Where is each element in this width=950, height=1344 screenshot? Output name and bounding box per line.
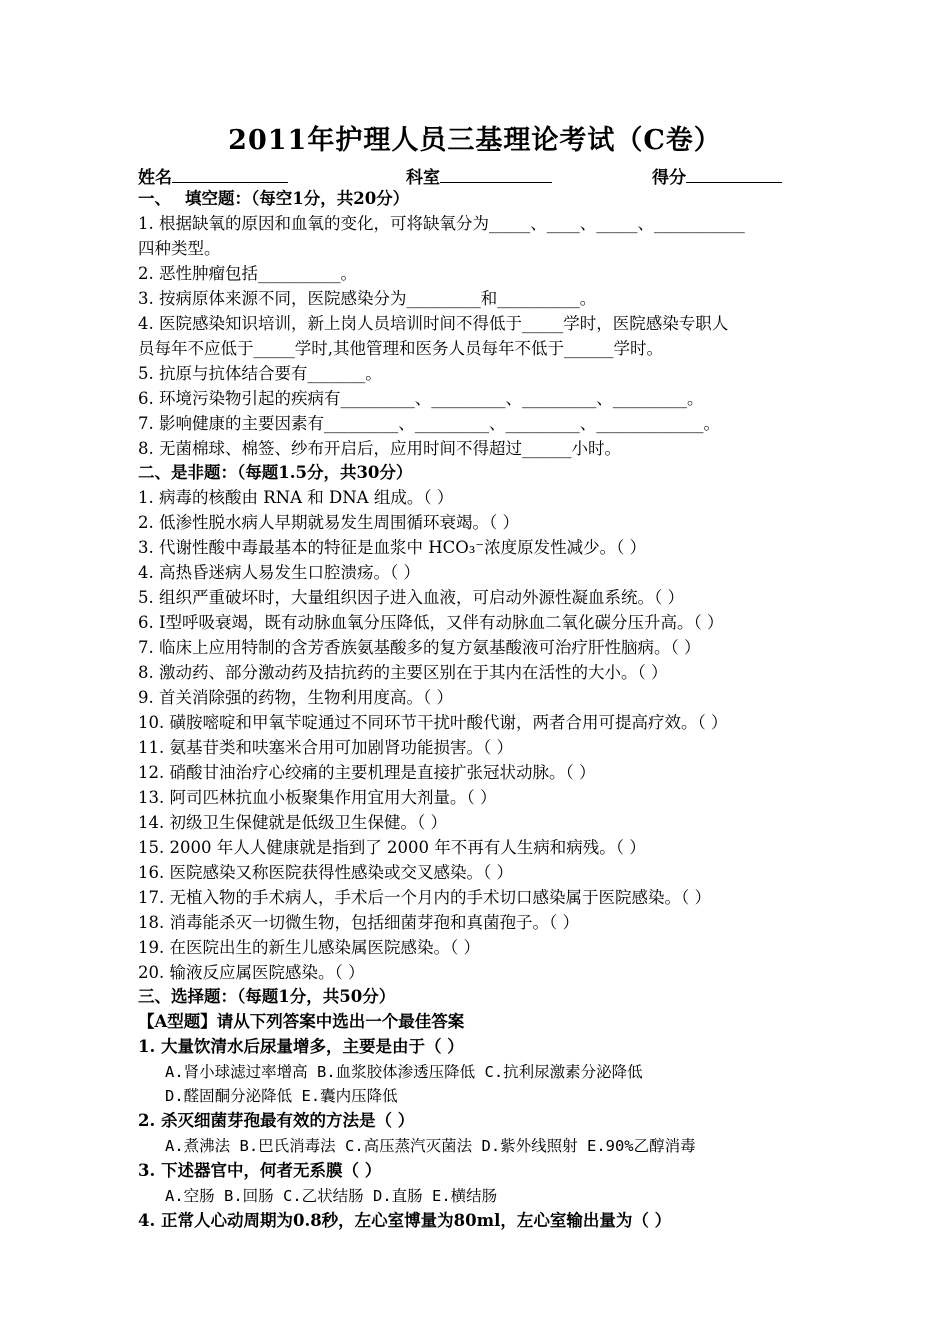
judge-item: 6. I型呼吸衰竭，既有动脉血氧分压降低，又伴有动脉血二氧化碳分压升高。（ ） <box>138 613 724 632</box>
fill-item: 6. 环境污染物引起的疾病有_________、_________、_________、_________。 <box>138 389 704 408</box>
name-blank[interactable] <box>172 164 288 183</box>
judge-item: 12. 硝酸甘油治疗心绞痛的主要机理是直接扩张冠状动脉。（ ） <box>138 763 596 782</box>
judge-item: 1. 病毒的核酸由 RNA 和 DNA 组成。（ ） <box>138 488 454 507</box>
choice-question: 2. 杀灭细菌芽孢最有效的方法是（ ） <box>138 1111 415 1130</box>
judge-item: 11. 氨基苷类和呋塞米合用可加剧肾功能损害。（ ） <box>138 738 513 757</box>
judge-item: 9. 首关消除强的药物，生物利用度高。（ ） <box>138 688 453 707</box>
fill-item: 7. 影响健康的主要因素有_________、_________、_________、_____________。 <box>138 414 720 433</box>
fill-item: 1. 根据缺氧的原因和血氧的变化，可将缺氧分为_____、____、_____、___________ <box>138 214 745 233</box>
choice-options: D.醛固酮分泌降低 E.囊内压降低 <box>165 1087 398 1105</box>
choice-options: A.煮沸法 B.巴氏消毒法 C.高压蒸汽灭菌法 D.紫外线照射 E.90%乙醇消毒 <box>165 1137 696 1155</box>
judge-item: 3. 代谢性酸中毒最基本的特征是血浆中 HCO₃⁻浓度原发性减少。（ ） <box>138 538 647 557</box>
judge-item: 2. 低渗性脱水病人早期就易发生周围循环衰竭。（ ） <box>138 513 519 532</box>
judge-item: 5. 组织严重破坏时，大量组织因子进入血液，可启动外源性凝血系统。（ ） <box>138 588 684 607</box>
choice-question: 1. 大量饮清水后尿量增多，主要是由于（ ） <box>138 1037 464 1056</box>
judge-item: 8. 激动药、部分激动药及拮抗药的主要区别在于其内在活性的大小。（ ） <box>138 663 668 682</box>
judge-item: 7. 临床上应用特制的含芳香族氨基酸多的复方氨基酸液可治疗肝性脑病。（ ） <box>138 638 701 657</box>
choice-options: A.肾小球滤过率增高 B.血浆胶体渗透压降低 C.抗利尿激素分泌降低 <box>165 1063 643 1081</box>
student-info-line <box>138 163 818 189</box>
judge-item: 16. 医院感染又称医院获得性感染或交叉感染。（ ） <box>138 863 513 882</box>
dept-field[interactable] <box>406 163 552 188</box>
choice-question: 3. 下述器官中，何者无系膜（ ） <box>138 1161 382 1180</box>
fill-item: 2. 恶性肿瘤包括__________。 <box>138 264 357 283</box>
judge-item: 19. 在医院出生的新生儿感染属医院感染。（ ） <box>138 938 480 957</box>
dept-label: 科室 <box>406 168 440 188</box>
judge-item: 4. 高热昏迷病人易发生口腔溃疡。（ ） <box>138 563 420 582</box>
judge-item: 20. 输液反应属医院感染。（ ） <box>138 963 365 982</box>
exam-title: 2011年护理人员三基理论考试（C卷） <box>228 125 722 156</box>
fill-item: 员每年不应低于_____学时,其他管理和医务人员每年不低于______学时。 <box>138 339 663 358</box>
judge-item: 15. 2000 年人人健康就是指到了 2000 年不再有人生病和病残。（ ） <box>138 838 646 857</box>
name-field[interactable] <box>138 163 288 188</box>
dept-blank[interactable] <box>440 164 552 183</box>
judge-item: 17. 无植入物的手术病人，手术后一个月内的手术切口感染属于医院感染。（ ） <box>138 888 711 907</box>
section-choice-heading: 三、选择题：（每题1分，共50分） <box>138 987 396 1006</box>
judge-item: 14. 初级卫生保健就是低级卫生保健。（ ） <box>138 813 447 832</box>
judge-item: 10. 磺胺嘧啶和甲氧苄啶通过不同环节干扰叶酸代谢，两者合用可提高疗效。（ ） <box>138 713 728 732</box>
choice-question: 4. 正常人心动周期为0.8秒，左心室博量为80ml，左心室输出量为（ ） <box>138 1211 672 1230</box>
section-fill-heading: 一、 填空题：（每空1分，共20分） <box>138 189 410 208</box>
a-type-heading: 【A型题】请从下列答案中选出一个最佳答案 <box>138 1012 465 1031</box>
fill-item: 4. 医院感染知识培训，新上岗人员培训时间不得低于_____学时，医院感染专职人 <box>138 314 729 333</box>
fill-item: 四种类型。 <box>138 239 221 258</box>
judge-item: 18. 消毒能杀灭一切微生物，包括细菌芽孢和真菌孢子。（ ） <box>138 913 579 932</box>
score-blank[interactable] <box>686 164 782 183</box>
fill-item: 3. 按病原体来源不同，医院感染分为_________和__________。 <box>138 289 597 308</box>
section-judge-heading: 二、是非题：（每题1.5分，共30分） <box>138 463 413 482</box>
score-field[interactable] <box>652 163 782 188</box>
choice-options: A.空肠 B.回肠 C.乙状结肠 D.直肠 E.横结肠 <box>165 1187 498 1205</box>
fill-item: 8. 无菌棉球、棉签、纱布开启后，应用时间不得超过______小时。 <box>138 439 621 458</box>
name-label: 姓名 <box>138 168 172 188</box>
judge-item: 13. 阿司匹林抗血小板聚集作用宜用大剂量。（ ） <box>138 788 497 807</box>
fill-item: 5. 抗原与抗体结合要有_______。 <box>138 364 382 383</box>
score-label: 得分 <box>652 168 686 188</box>
